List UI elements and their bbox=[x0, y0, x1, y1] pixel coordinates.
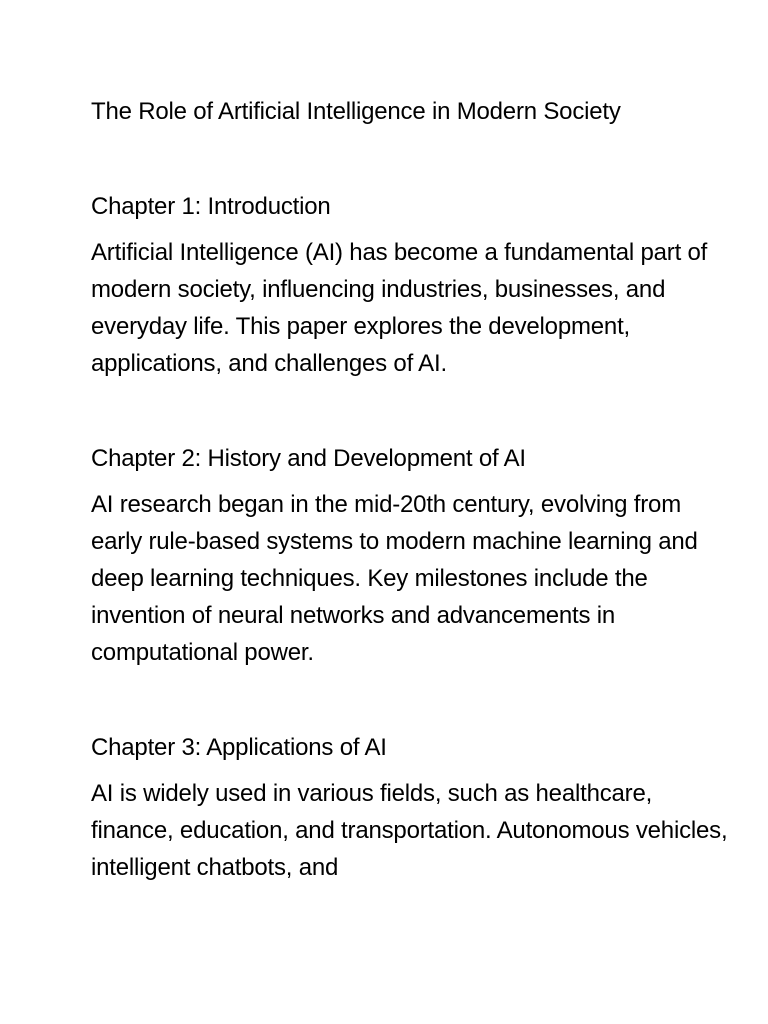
chapter-body: Artificial Intelligence (AI) has become a fundamental part of modern society, influencing industries, businesses, and everyday life. This paper explores the development, applications, and challenges of AI. bbox=[91, 239, 708, 377]
chapter-1 bbox=[91, 188, 731, 382]
chapter-body: AI is widely used in various fields, such as healthcare, finance, education, and transportation. Autonomous vehicles, intelligent chatbots, and bbox=[91, 780, 728, 881]
chapter-heading: Chapter 1: Introduction bbox=[91, 193, 331, 220]
chapter-heading: Chapter 2: History and Development of AI bbox=[91, 445, 526, 472]
chapter-2 bbox=[91, 440, 731, 671]
chapter-3 bbox=[91, 729, 731, 886]
chapter-body: AI research began in the mid-20th century, evolving from early rule-based systems to modern machine learning and deep learning techniques. Key milestones include the invention of neural networks and advancements in computational power. bbox=[91, 491, 698, 666]
document-content bbox=[91, 93, 731, 886]
document-title: The Role of Artificial Intelligence in Modern Society bbox=[91, 98, 621, 125]
chapter-heading: Chapter 3: Applications of AI bbox=[91, 734, 387, 761]
